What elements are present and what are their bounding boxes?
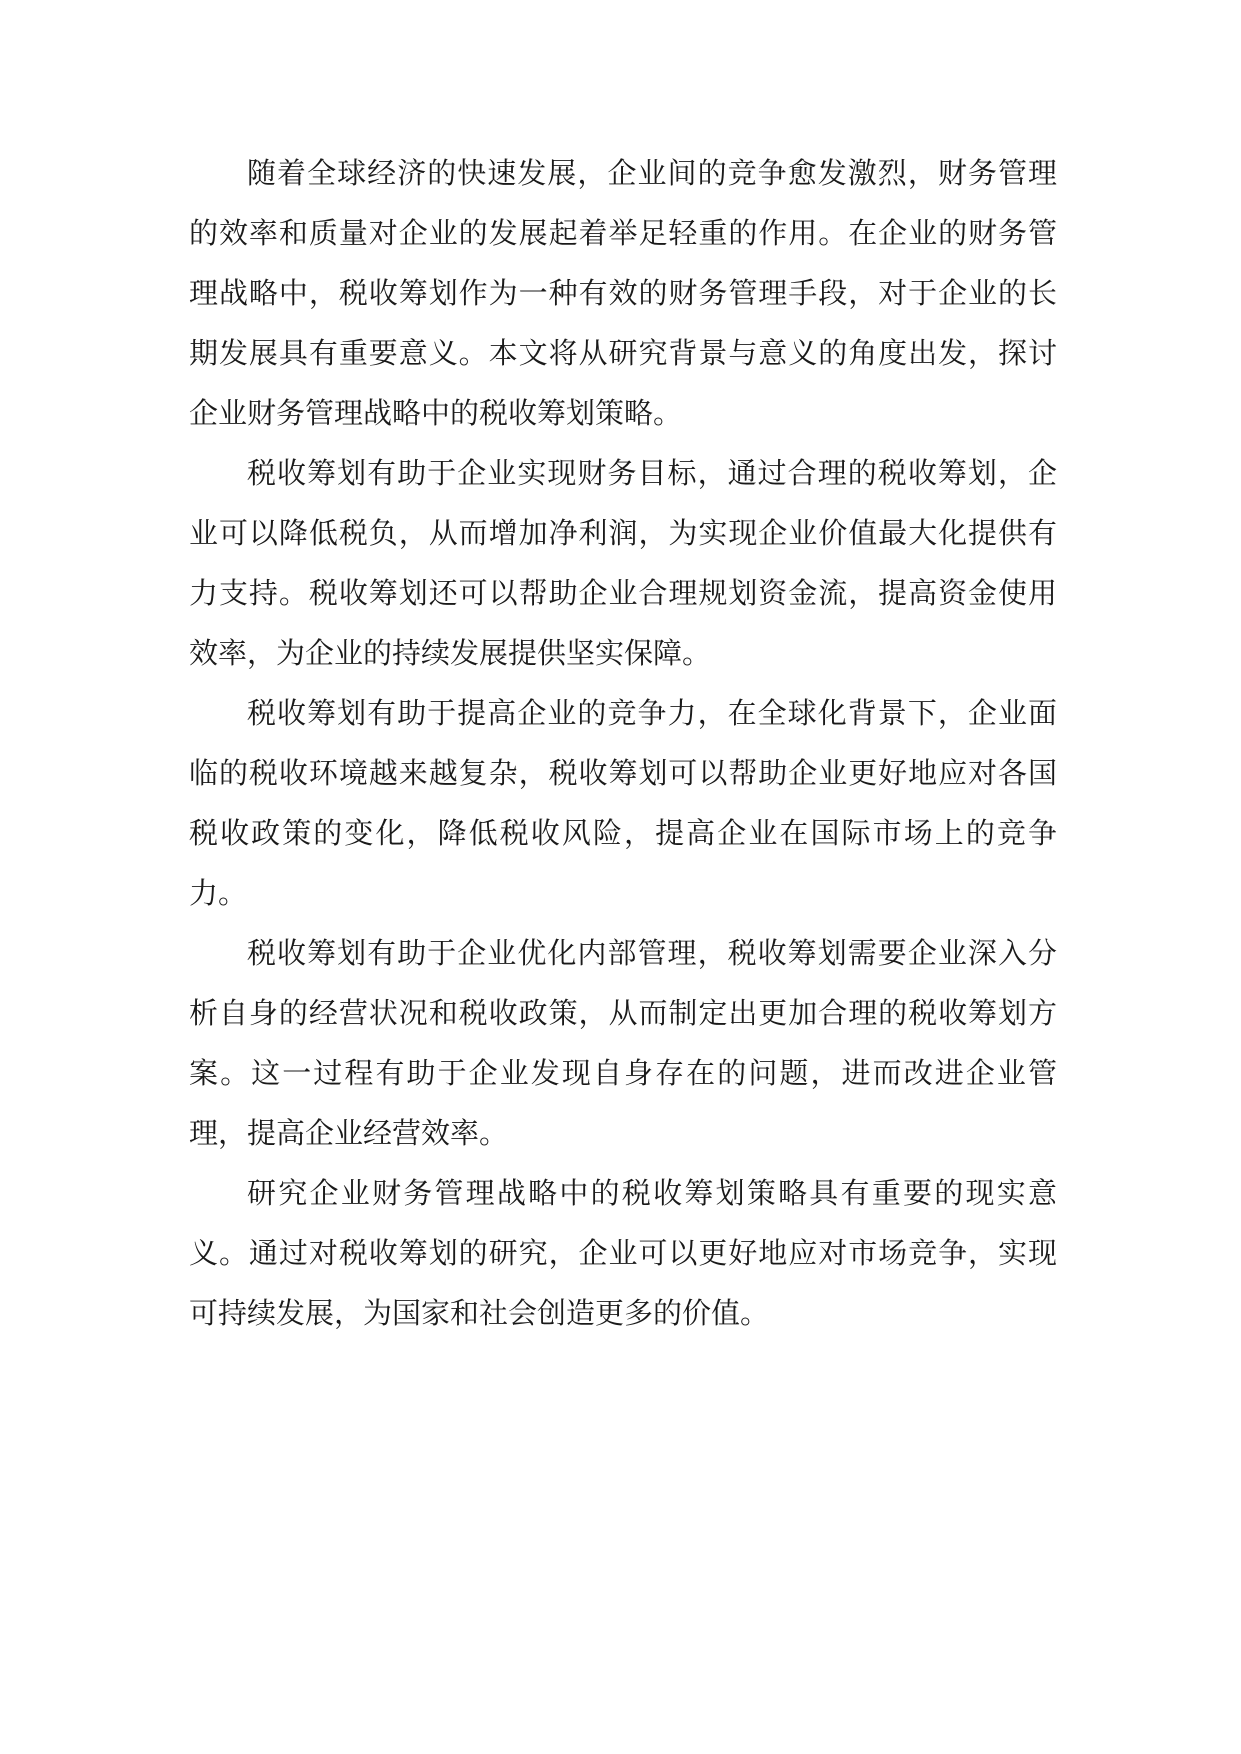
paragraph-3: 税收筹划有助于提高企业的竞争力，在全球化背景下，企业面临的税收环境越来越复杂，税收筹划可以帮助企业更好地应对各国税收政策的变化，降低税收风险，提高企业在国际市场上的竞争力。 xyxy=(189,696,1057,910)
paragraph-4: 税收筹划有助于企业优化内部管理，税收筹划需要企业深入分析自身的经营状况和税收政策，从而制定出更加合理的税收筹划方案。这一过程有助于企业发现自身存在的问题，进而改进企业管理，提高企业经营效率。 xyxy=(189,936,1057,1150)
paragraph-2: 税收筹划有助于企业实现财务目标，通过合理的税收筹划，企业可以降低税负，从而增加净利润，为实现企业价值最大化提供有力支持。税收筹划还可以帮助企业合理规划资金流，提高资金使用效率，为企业的持续发展提供坚实保障。 xyxy=(189,456,1057,670)
paragraph-5: 研究企业财务管理战略中的税收筹划策略具有重要的现实意义。通过对税收筹划的研究，企业可以更好地应对市场竞争，实现可持续发展，为国家和社会创造更多的价值。 xyxy=(189,1176,1057,1330)
document-body xyxy=(189,143,1057,1343)
paragraph-1: 随着全球经济的快速发展，企业间的竞争愈发激烈，财务管理的效率和质量对企业的发展起着举足轻重的作用。在企业的财务管理战略中，税收筹划作为一种有效的财务管理手段，对于企业的长期发展具有重要意义。本文将从研究背景与意义的角度出发，探讨企业财务管理战略中的税收筹划策略。 xyxy=(189,156,1057,430)
